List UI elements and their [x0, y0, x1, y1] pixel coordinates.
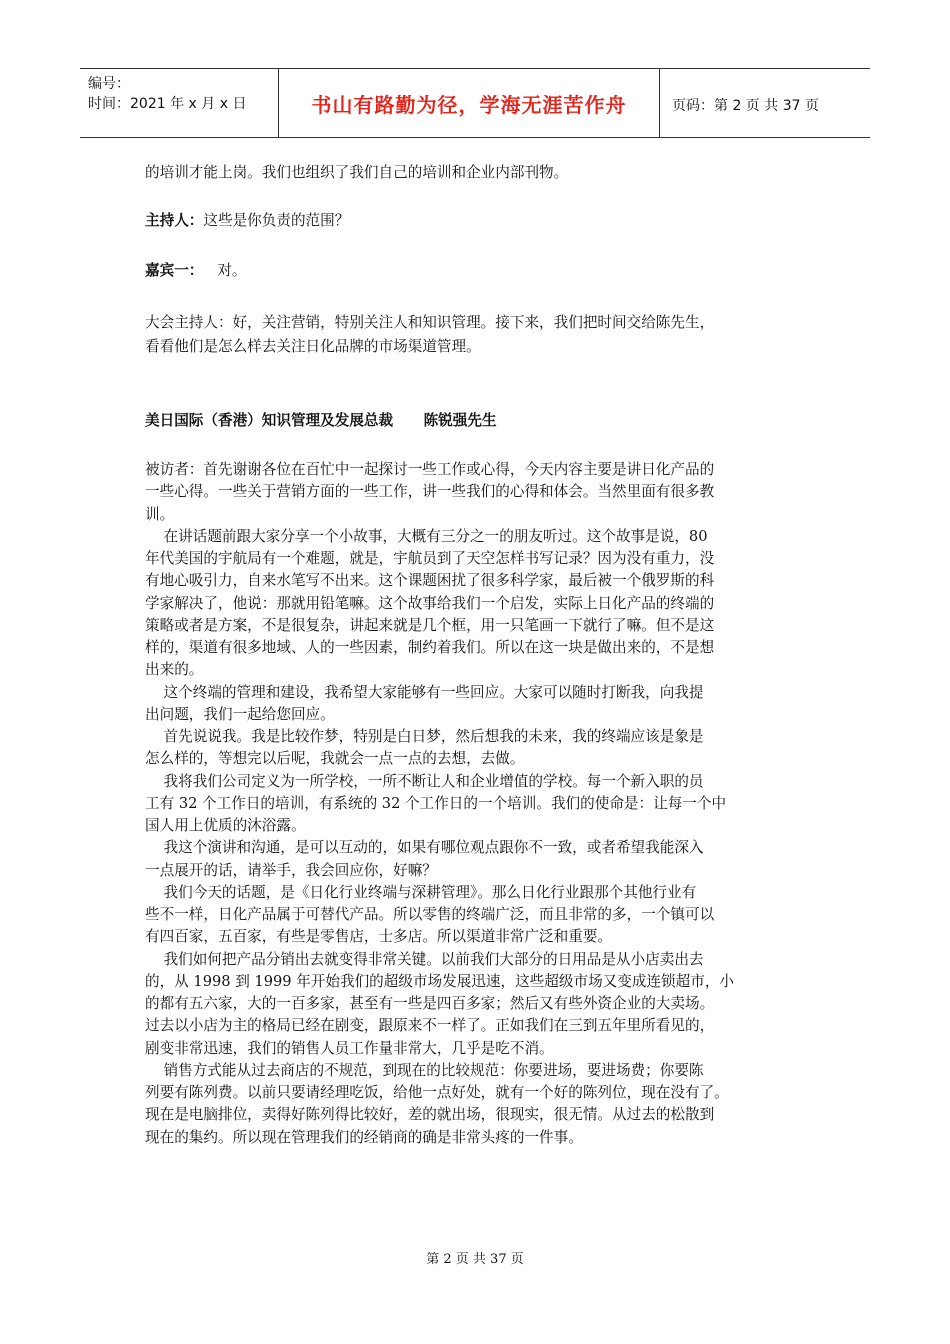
paragraph-line: 出来的。	[145, 661, 204, 679]
paragraph-line: 一点展开的话，请举手，我会回应你，好嘛？	[145, 861, 437, 879]
header-info-cell	[80, 69, 279, 137]
paragraph-line: 国人用上优质的沐浴露。	[145, 817, 306, 834]
paragraph-line: 的培训才能上岗。我们也组织了我们自己的培训和企业内部刊物。	[145, 164, 569, 181]
header-page-cell	[660, 69, 870, 137]
host-text: 这些是你负责的范围？	[203, 212, 350, 229]
motto: 书山有路勤为径，学海无涯苦作舟	[311, 93, 627, 117]
paragraph-line: 有四百家，五百家，有些是零售店，士多店。所以渠道非常广泛和重要。	[145, 928, 613, 946]
paragraph-line: 学家解决了，他说：那就用铅笔嘛。这个故事给我们一个启发，实际上日化产品的终端的	[145, 594, 715, 612]
paragraph-line: 首先说说我。我是比较作梦，特别是白日梦，然后想我的未来，我的终端应该是象是	[145, 728, 704, 745]
guest-text: 对。	[217, 262, 247, 279]
guest-label: 嘉宾一：	[145, 262, 204, 279]
paragraph-line: 过去以小店为主的格局已经在剧变，跟原来不一样了。正如我们在三到五年里所看见的，	[145, 1017, 715, 1035]
paragraph-line: 年代美国的宇航局有一个难题，就是，宇航员到了天空怎样书写记录？因为没有重力，没	[145, 550, 715, 567]
paragraph-line: 怎么样的，等想完以后呢，我就会一点一点的去想，去做。	[145, 750, 525, 768]
paragraph-line: 看看他们是怎么样去关注日化品牌的市场渠道管理。	[145, 338, 481, 355]
serial-label: 编号：	[88, 76, 130, 92]
paragraph-line: 我这个演讲和沟通，是可以互动的，如果有哪位观点跟你不一致，或者希望我能深入	[145, 839, 704, 857]
paragraph-line: 在讲话题前跟大家分享一个小故事，大概有三分之一的朋友听过。这个故事是说，80	[145, 527, 708, 545]
paragraph-line: 工有 32 个工作日的培训，有系统的 32 个工作日的一个培训。我们的使命是：让每一个中	[145, 794, 727, 812]
paragraph-line: 的都有五六家，大的一百多家，甚至有一些是四百多家；然后又有些外资企业的大卖场。	[145, 995, 715, 1012]
paragraph-line: 这个终端的管理和建设，我希望大家能够有一些回应。大家可以随时打断我，向我提	[145, 683, 704, 701]
paragraph-line: 大会主持人：好，关注营销，特别关注人和知识管理。接下来，我们把时间交给陈先生，	[145, 314, 715, 331]
paragraph-line: 些不一样，日化产品属于可替代产品。所以零售的终端广泛，而且非常的多，一个镇可以	[145, 906, 715, 923]
paragraph-line: 我们今天的话题，是《日化行业终端与深耕管理》。那么日化行业跟那个其他行业有	[145, 883, 697, 901]
page-info: 页码：第 2 页 共 37 页	[672, 98, 819, 114]
paragraph-line: 我将我们公司定义为一所学校，一所不断让人和企业增值的学校。每一个新入职的员	[145, 772, 704, 790]
paragraph-line: 样的，渠道有很多地域、人的一些因素，制约着我们。所以在这一块是做出来的，不是想	[145, 639, 715, 656]
paragraph-line: 被访者：首先谢谢各位在百忙中一起探讨一些工作或心得，今天内容主要是讲日化产品的	[145, 461, 715, 478]
paragraph-line: 销售方式能从过去商店的不规范，到现在的比较规范：你要进场，要进场费；你要陈	[145, 1061, 704, 1079]
paragraph-line: 一些心得。一些关于营销方面的一些工作，讲一些我们的心得和体会。当然里面有很多教	[145, 483, 715, 501]
paragraph-line: 剧变非常迅速，我们的销售人员工作量非常大，几乎是吃不消。	[145, 1039, 554, 1057]
paragraph-line: 列要有陈列费。以前只要请经理吃饭，给他一点好处，就有一个好的陈列位，现在没有了。	[145, 1084, 729, 1101]
paragraph-line: 的，从 1998 到 1999 年开始我们的超级市场发展迅速，这些超级市场又变成连锁超市，小	[145, 972, 735, 990]
paragraph-line: 策略或者是方案，不是很复杂，讲起来就是几个框，用一只笔画一下就行了嘛。但不是这	[145, 616, 715, 634]
guest-line	[145, 260, 247, 282]
paragraph-line: 我们如何把产品分销出去就变得非常关键。以前我们大部分的日用品是从小店卖出去	[145, 950, 704, 968]
page-footer: 第 2 页 共 37 页	[426, 1252, 524, 1267]
paragraph-line: 现在是电脑排位，卖得好陈列得比较好，差的就出场，很现实，很无情。从过去的松散到	[145, 1106, 715, 1124]
paragraph-line: 有地心吸引力，自来水笔写不出来。这个课题困扰了很多科学家，最后被一个俄罗斯的科	[145, 572, 715, 590]
date-label: 时间：2021 年 x 月 x 日	[88, 96, 247, 112]
header-table	[80, 68, 870, 138]
header-motto-cell	[279, 69, 660, 137]
host-line	[145, 210, 349, 232]
paragraph-line: 训。	[145, 505, 175, 523]
paragraph-line: 现在的集约。所以现在管理我们的经销商的确是非常头疼的一件事。	[145, 1128, 583, 1146]
paragraph-line: 出问题，我们一起给您回应。	[145, 705, 335, 723]
host-label: 主持人：	[145, 212, 204, 229]
section-heading: 美日国际（香港）知识管理及发展总裁 陈锐强先生	[145, 412, 497, 429]
